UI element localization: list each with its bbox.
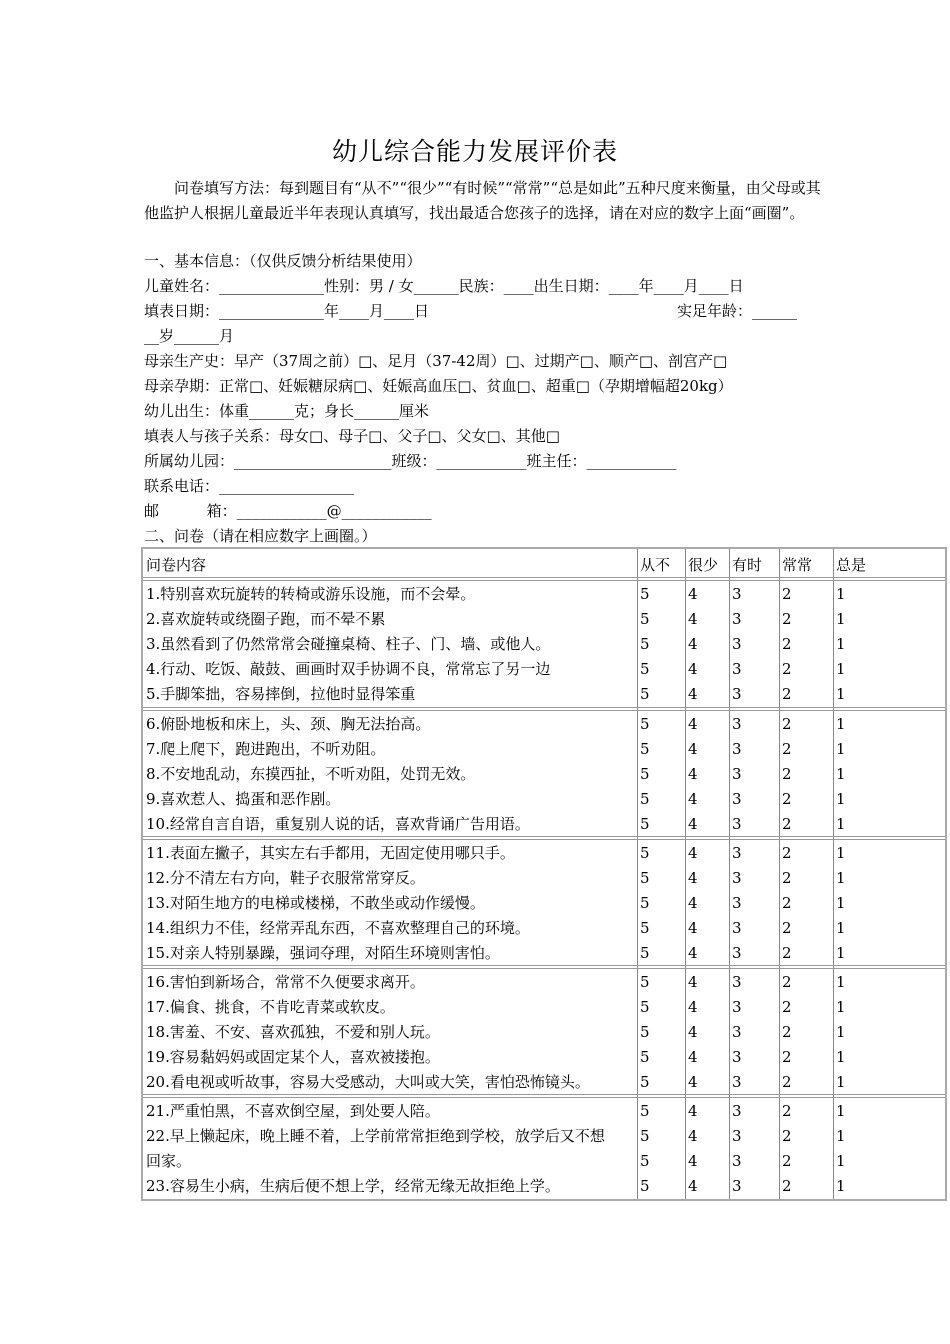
score-option[interactable]: 2 xyxy=(782,998,792,1016)
birth-measurements-line: 幼儿出生：体重______克；身长______厘米 xyxy=(144,402,430,420)
score-option[interactable]: 4 xyxy=(688,944,698,962)
score-option[interactable]: 2 xyxy=(782,740,792,758)
score-option[interactable]: 1 xyxy=(836,790,846,808)
score-option[interactable]: 5 xyxy=(640,1023,650,1041)
score-option[interactable]: 4 xyxy=(688,585,698,603)
questionnaire-heading: 二、问卷（请在相应数字上画圈。） xyxy=(144,527,377,545)
score-option[interactable]: 1 xyxy=(836,610,846,628)
score-option[interactable]: 2 xyxy=(782,919,792,937)
age-continuation-line: __岁______月 xyxy=(144,327,235,345)
score-option[interactable]: 5 xyxy=(640,1127,650,1145)
score-option[interactable]: 4 xyxy=(688,1152,698,1170)
score-option[interactable]: 3 xyxy=(732,1073,742,1091)
score-option[interactable]: 3 xyxy=(732,1023,742,1041)
score-option[interactable]: 5 xyxy=(640,1152,650,1170)
score-option[interactable]: 5 xyxy=(640,973,650,991)
score-option[interactable]: 3 xyxy=(732,869,742,887)
phone-line: 联系电话：__________________ xyxy=(144,477,355,495)
score-option[interactable]: 5 xyxy=(640,1177,650,1195)
score-option[interactable]: 2 xyxy=(782,585,792,603)
score-option[interactable]: 5 xyxy=(640,815,650,833)
score-option[interactable]: 3 xyxy=(732,1102,742,1120)
question-text: 11.表面左撇子，其实左右手都用，无固定使用哪只手。 xyxy=(146,844,515,862)
score-option[interactable]: 2 xyxy=(782,685,792,703)
mother-birth-history-line: 母亲生产史：早产（37周之前）□、足月（37-42周）□、过期产□、顺产□、剖宫产□ xyxy=(144,352,728,370)
column-divider xyxy=(685,549,686,1199)
score-option[interactable]: 3 xyxy=(732,815,742,833)
score-option[interactable]: 4 xyxy=(688,919,698,937)
score-option[interactable]: 1 xyxy=(836,585,846,603)
score-option[interactable]: 1 xyxy=(836,894,846,912)
score-option[interactable]: 4 xyxy=(688,685,698,703)
group-separator xyxy=(143,707,945,711)
score-option[interactable]: 3 xyxy=(732,919,742,937)
column-divider xyxy=(779,549,780,1199)
score-option[interactable]: 5 xyxy=(640,1102,650,1120)
mother-pregnancy-line: 母亲孕期：正常□、妊娠糖尿病□、妊娠高血压□、贫血□、超重□（孕期增幅超20kg） xyxy=(144,377,733,395)
score-option[interactable]: 3 xyxy=(732,635,742,653)
score-option[interactable]: 3 xyxy=(732,765,742,783)
question-text: 3.虽然看到了仍然常常会碰撞桌椅、柱子、门、墙、或他人。 xyxy=(146,635,551,653)
score-option[interactable]: 1 xyxy=(836,944,846,962)
score-option[interactable]: 3 xyxy=(732,1177,742,1195)
question-text: 6.俯卧地板和床上，头、颈、胸无法抬高。 xyxy=(146,715,431,733)
score-option[interactable]: 1 xyxy=(836,844,846,862)
score-option[interactable]: 4 xyxy=(688,1127,698,1145)
question-text: 4.行动、吃饭、敲鼓、画画时双手协调不良，常常忘了另一边 xyxy=(146,660,551,678)
score-option[interactable]: 4 xyxy=(688,635,698,653)
score-option[interactable]: 5 xyxy=(640,998,650,1016)
score-option[interactable]: 2 xyxy=(782,715,792,733)
score-option[interactable]: 2 xyxy=(782,790,792,808)
score-option[interactable]: 1 xyxy=(836,715,846,733)
question-text: 1.特别喜欢玩旋转的转椅或游乐设施，而不会晕。 xyxy=(146,585,476,603)
score-option[interactable]: 3 xyxy=(732,844,742,862)
score-option[interactable]: 2 xyxy=(782,635,792,653)
group-separator xyxy=(143,1094,945,1098)
score-option[interactable]: 2 xyxy=(782,1073,792,1091)
score-option[interactable]: 1 xyxy=(836,685,846,703)
score-option[interactable]: 5 xyxy=(640,1073,650,1091)
score-option[interactable]: 4 xyxy=(688,815,698,833)
score-option[interactable]: 4 xyxy=(688,1023,698,1041)
score-option[interactable]: 4 xyxy=(688,1048,698,1066)
email-line: 邮 箱：____________@____________ xyxy=(144,502,432,520)
score-option[interactable]: 5 xyxy=(640,585,650,603)
score-option[interactable]: 2 xyxy=(782,844,792,862)
column-divider xyxy=(729,549,730,1199)
question-text: 8.不安地乱动，东摸西扯，不听劝阻，处罚无效。 xyxy=(146,765,476,783)
question-text: 13.对陌生地方的电梯或楼梯，不敢坐或动作缓慢。 xyxy=(146,894,485,912)
question-text: 14.组织力不佳，经常弄乱东西，不喜欢整理自己的环境。 xyxy=(146,919,530,937)
score-option[interactable]: 2 xyxy=(782,869,792,887)
question-text: 7.爬上爬下，跑进跑出，不听劝阻。 xyxy=(146,740,386,758)
score-option[interactable]: 1 xyxy=(836,635,846,653)
score-option[interactable]: 2 xyxy=(782,894,792,912)
score-option[interactable]: 3 xyxy=(732,1048,742,1066)
question-text: 12.分不清左右方向，鞋子衣服常常穿反。 xyxy=(146,869,425,887)
score-option[interactable]: 4 xyxy=(688,790,698,808)
question-text: 18.害羞、不安、喜欢孤独，不爱和别人玩。 xyxy=(146,1023,440,1041)
table-header-cell: 很少 xyxy=(688,556,719,574)
score-option[interactable]: 2 xyxy=(782,1023,792,1041)
score-option[interactable]: 1 xyxy=(836,919,846,937)
score-option[interactable]: 5 xyxy=(640,944,650,962)
page-title: 幼儿综合能力发展评价表 xyxy=(331,137,618,166)
table-header-cell: 问卷内容 xyxy=(146,556,207,574)
score-option[interactable]: 5 xyxy=(640,919,650,937)
table-header-cell: 从不 xyxy=(640,556,671,574)
question-text: 10.经常自言自语，重复别人说的话，喜欢背诵广告用语。 xyxy=(146,815,530,833)
score-option[interactable]: 3 xyxy=(732,585,742,603)
score-option[interactable]: 2 xyxy=(782,973,792,991)
score-option[interactable]: 3 xyxy=(732,1152,742,1170)
score-option[interactable]: 2 xyxy=(782,1177,792,1195)
score-option[interactable]: 2 xyxy=(782,944,792,962)
score-option[interactable]: 4 xyxy=(688,894,698,912)
score-option[interactable]: 1 xyxy=(836,1152,846,1170)
score-option[interactable]: 4 xyxy=(688,765,698,783)
score-option[interactable]: 4 xyxy=(688,998,698,1016)
score-option[interactable]: 4 xyxy=(688,740,698,758)
fill-date-line: 填表日期：______________年____月____日 xyxy=(144,302,430,320)
question-text: 5.手脚笨拙，容易摔倒，拉他时显得笨重 xyxy=(146,685,416,703)
question-text: 17.偏食、挑食，不肯吃青菜或软皮。 xyxy=(146,998,395,1016)
score-option[interactable]: 1 xyxy=(836,660,846,678)
score-option[interactable]: 4 xyxy=(688,715,698,733)
score-option[interactable]: 3 xyxy=(732,944,742,962)
score-option[interactable]: 5 xyxy=(640,844,650,862)
column-divider xyxy=(637,549,638,1199)
score-option[interactable]: 5 xyxy=(640,660,650,678)
score-option[interactable]: 3 xyxy=(732,740,742,758)
score-option[interactable]: 1 xyxy=(836,1023,846,1041)
score-option[interactable]: 1 xyxy=(836,1102,846,1120)
score-option[interactable]: 2 xyxy=(782,1127,792,1145)
score-option[interactable]: 4 xyxy=(688,660,698,678)
score-option[interactable]: 2 xyxy=(782,765,792,783)
score-option[interactable]: 5 xyxy=(640,765,650,783)
score-option[interactable]: 4 xyxy=(688,1177,698,1195)
question-text: 回家。 xyxy=(146,1152,192,1170)
score-option[interactable]: 4 xyxy=(688,869,698,887)
question-text: 21.严重怕黑，不喜欢倒空屋，到处要人陪。 xyxy=(146,1102,440,1120)
score-option[interactable]: 1 xyxy=(836,765,846,783)
score-option[interactable]: 1 xyxy=(836,740,846,758)
group-separator xyxy=(143,965,945,969)
questionnaire-table xyxy=(141,547,947,1201)
score-option[interactable]: 3 xyxy=(732,998,742,1016)
score-option[interactable]: 2 xyxy=(782,610,792,628)
score-option[interactable]: 4 xyxy=(688,1102,698,1120)
score-option[interactable]: 1 xyxy=(836,815,846,833)
relationship-line: 填表人与孩子关系：母女□、母子□、父子□、父女□、其他□ xyxy=(144,427,560,445)
group-separator xyxy=(143,577,945,581)
score-option[interactable]: 5 xyxy=(640,740,650,758)
score-option[interactable]: 3 xyxy=(732,1127,742,1145)
question-text: 20.看电视或听故事，容易大受感动，大叫或大笑，害怕恐怖镜头。 xyxy=(146,1073,590,1091)
score-option[interactable]: 4 xyxy=(688,973,698,991)
score-option[interactable]: 2 xyxy=(782,1048,792,1066)
column-divider xyxy=(833,549,834,1199)
question-text: 16.害怕到新场合，常常不久便要求离开。 xyxy=(146,973,425,991)
score-option[interactable]: 4 xyxy=(688,1073,698,1091)
score-option[interactable]: 1 xyxy=(836,869,846,887)
score-option[interactable]: 5 xyxy=(640,1048,650,1066)
table-header-cell: 有时 xyxy=(732,556,763,574)
score-option[interactable]: 1 xyxy=(836,1177,846,1195)
basic-info-heading: 一、基本信息：（仅供反馈分析结果使用） xyxy=(144,252,422,270)
score-option[interactable]: 4 xyxy=(688,610,698,628)
score-option[interactable]: 3 xyxy=(732,790,742,808)
score-option[interactable]: 4 xyxy=(688,844,698,862)
score-option[interactable]: 5 xyxy=(640,715,650,733)
question-text: 15.对亲人特别暴躁，强词夺理，对陌生环境则害怕。 xyxy=(146,944,500,962)
score-option[interactable]: 5 xyxy=(640,610,650,628)
score-option[interactable]: 1 xyxy=(836,1127,846,1145)
score-option[interactable]: 1 xyxy=(836,973,846,991)
score-option[interactable]: 3 xyxy=(732,685,742,703)
score-option[interactable]: 3 xyxy=(732,715,742,733)
question-text: 23.容易生小病，生病后便不想上学，经常无缘无故拒绝上学。 xyxy=(146,1177,560,1195)
score-option[interactable]: 2 xyxy=(782,1152,792,1170)
score-option[interactable]: 5 xyxy=(640,790,650,808)
question-text: 9.喜欢惹人、捣蛋和恶作剧。 xyxy=(146,790,341,808)
score-option[interactable]: 3 xyxy=(732,610,742,628)
question-text: 19.容易黏妈妈或固定某个人，喜欢被搂抱。 xyxy=(146,1048,440,1066)
score-option[interactable]: 3 xyxy=(732,973,742,991)
score-option[interactable]: 5 xyxy=(640,635,650,653)
score-option[interactable]: 2 xyxy=(782,1102,792,1120)
score-option[interactable]: 5 xyxy=(640,894,650,912)
score-option[interactable]: 5 xyxy=(640,869,650,887)
score-option[interactable]: 2 xyxy=(782,660,792,678)
instructions-paragraph: 问卷填写方法：每到题目有“从不”“很少”“有时候”“常常”“总是如此”五种尺度来衡量，由父母或其他监护人根据儿童最近半年表现认真填写，找出最适合您孩子的选择，请在对应的数字上面“画圈”。 xyxy=(144,179,821,222)
score-option[interactable]: 3 xyxy=(732,660,742,678)
child-info-line: 儿童姓名：______________性别：男 / 女______民族：____出生日期：____年____月____日 xyxy=(144,277,744,295)
score-option[interactable]: 1 xyxy=(836,998,846,1016)
score-option[interactable]: 3 xyxy=(732,894,742,912)
score-option[interactable]: 1 xyxy=(836,1073,846,1091)
question-text: 22.早上懒起床，晚上睡不着，上学前常常拒绝到学校，放学后又不想 xyxy=(146,1127,605,1145)
question-text: 2.喜欢旋转或绕圈子跑，而不晕不累 xyxy=(146,610,386,628)
table-header-cell: 总是 xyxy=(836,556,867,574)
exact-age-field: 实足年龄：______ xyxy=(677,302,798,320)
kindergarten-line: 所属幼儿园：_____________________班级：____________班主任：____________ xyxy=(144,452,677,470)
score-option[interactable]: 1 xyxy=(836,1048,846,1066)
score-option[interactable]: 2 xyxy=(782,815,792,833)
table-header-cell: 常常 xyxy=(782,556,813,574)
group-separator xyxy=(143,836,945,840)
score-option[interactable]: 5 xyxy=(640,685,650,703)
